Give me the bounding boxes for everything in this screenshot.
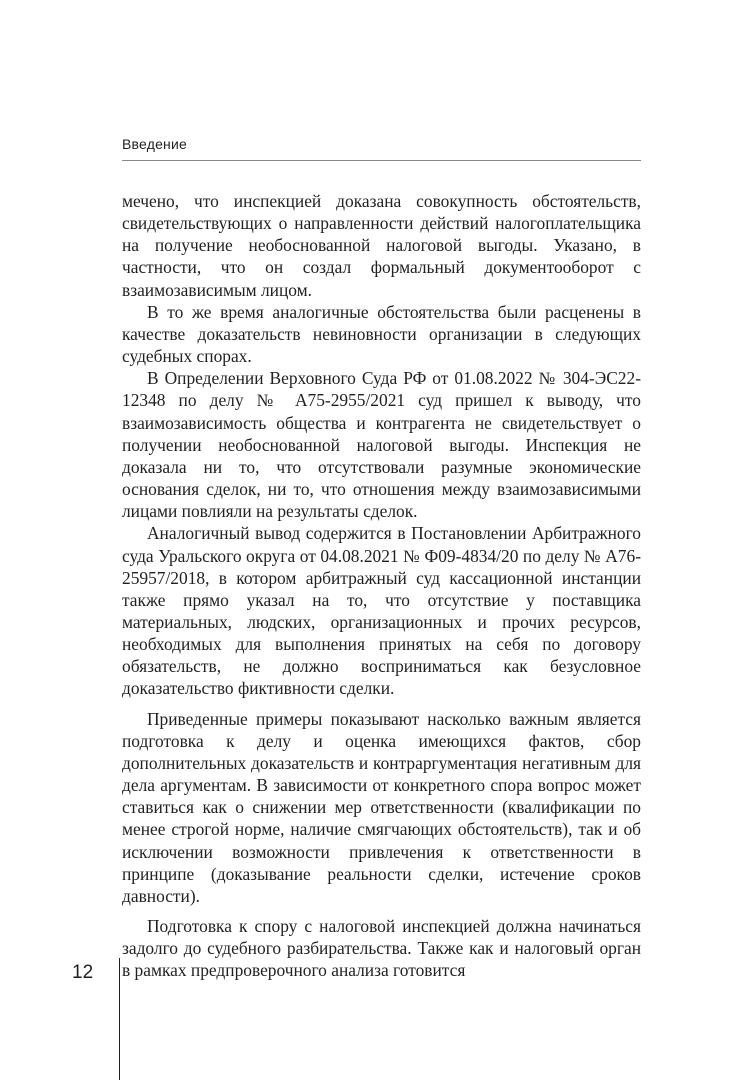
page-number-divider xyxy=(119,958,120,1080)
page-number: 12 xyxy=(72,962,94,983)
header-divider xyxy=(122,160,641,161)
paragraph: В то же время аналогичные обстоятельства были расценены в качестве доказательств невиновности организации в следующих судебных спорах. xyxy=(122,301,641,367)
running-head-title: Введение xyxy=(122,136,187,152)
paragraph: Подготовка к спору с налоговой инспекцией должна начинаться задолго до судебного разбирательства. Также как и налоговый орган в рамках предпроверочного анализа готовится xyxy=(122,916,641,981)
body-text xyxy=(122,190,641,981)
paragraph: Аналогичный вывод содержится в Постановлении Арбитражного суда Уральского округа от 04.08.2021 № Ф09-4834/20 по делу № А76-25957/2018, в котором арбитражный суд кассационной инстанции также прямо указал на то, что отсутствие у поставщика материальных, людских, организационных и прочих ресурсов, необходимых для выполнения принятых на себя по договору обязательств, не должно восприниматься как безусловное доказательство фиктивности сделки. xyxy=(122,523,641,699)
paragraph: Приведенные примеры показывают насколько важным является подготовка к делу и оценка имеющихся фактов, сбор дополнительных доказательств и контраргументация негативным для дела аргументам. В зависимости от конкретного спора вопрос может ставиться как о снижении мер ответственности (квалификации по менее строгой норме, наличие смягчающих обстоятельств), так и об исключении возможности привлечения к ответственности в принципе (доказывание реальности сделки, истечение сроков давности). xyxy=(122,708,641,906)
paragraph-continued: мечено, что инспекцией доказана совокупность обстоятельств, свидетельствующих о направленности действий налогоплательщика на получение необоснованной налоговой выгоды. Указано, в частности, что он создал формальный документооборот с взаимозависимым лицом. xyxy=(122,191,641,300)
paragraph: В Определении Верховного Суда РФ от 01.08.2022 № 304-ЭС22-12348 по делу № А75-2955/2021 суд пришел к выводу, что взаимозависимость общества и контрагента не свидетельствует о получении необоснованной налоговой выгоды. Инспекция не доказала ни то, что отсутствовали разумные экономические основания сделок, ни то, что отношения между взаимозависимыми лицами повлияли на результаты сделок. xyxy=(122,368,641,522)
